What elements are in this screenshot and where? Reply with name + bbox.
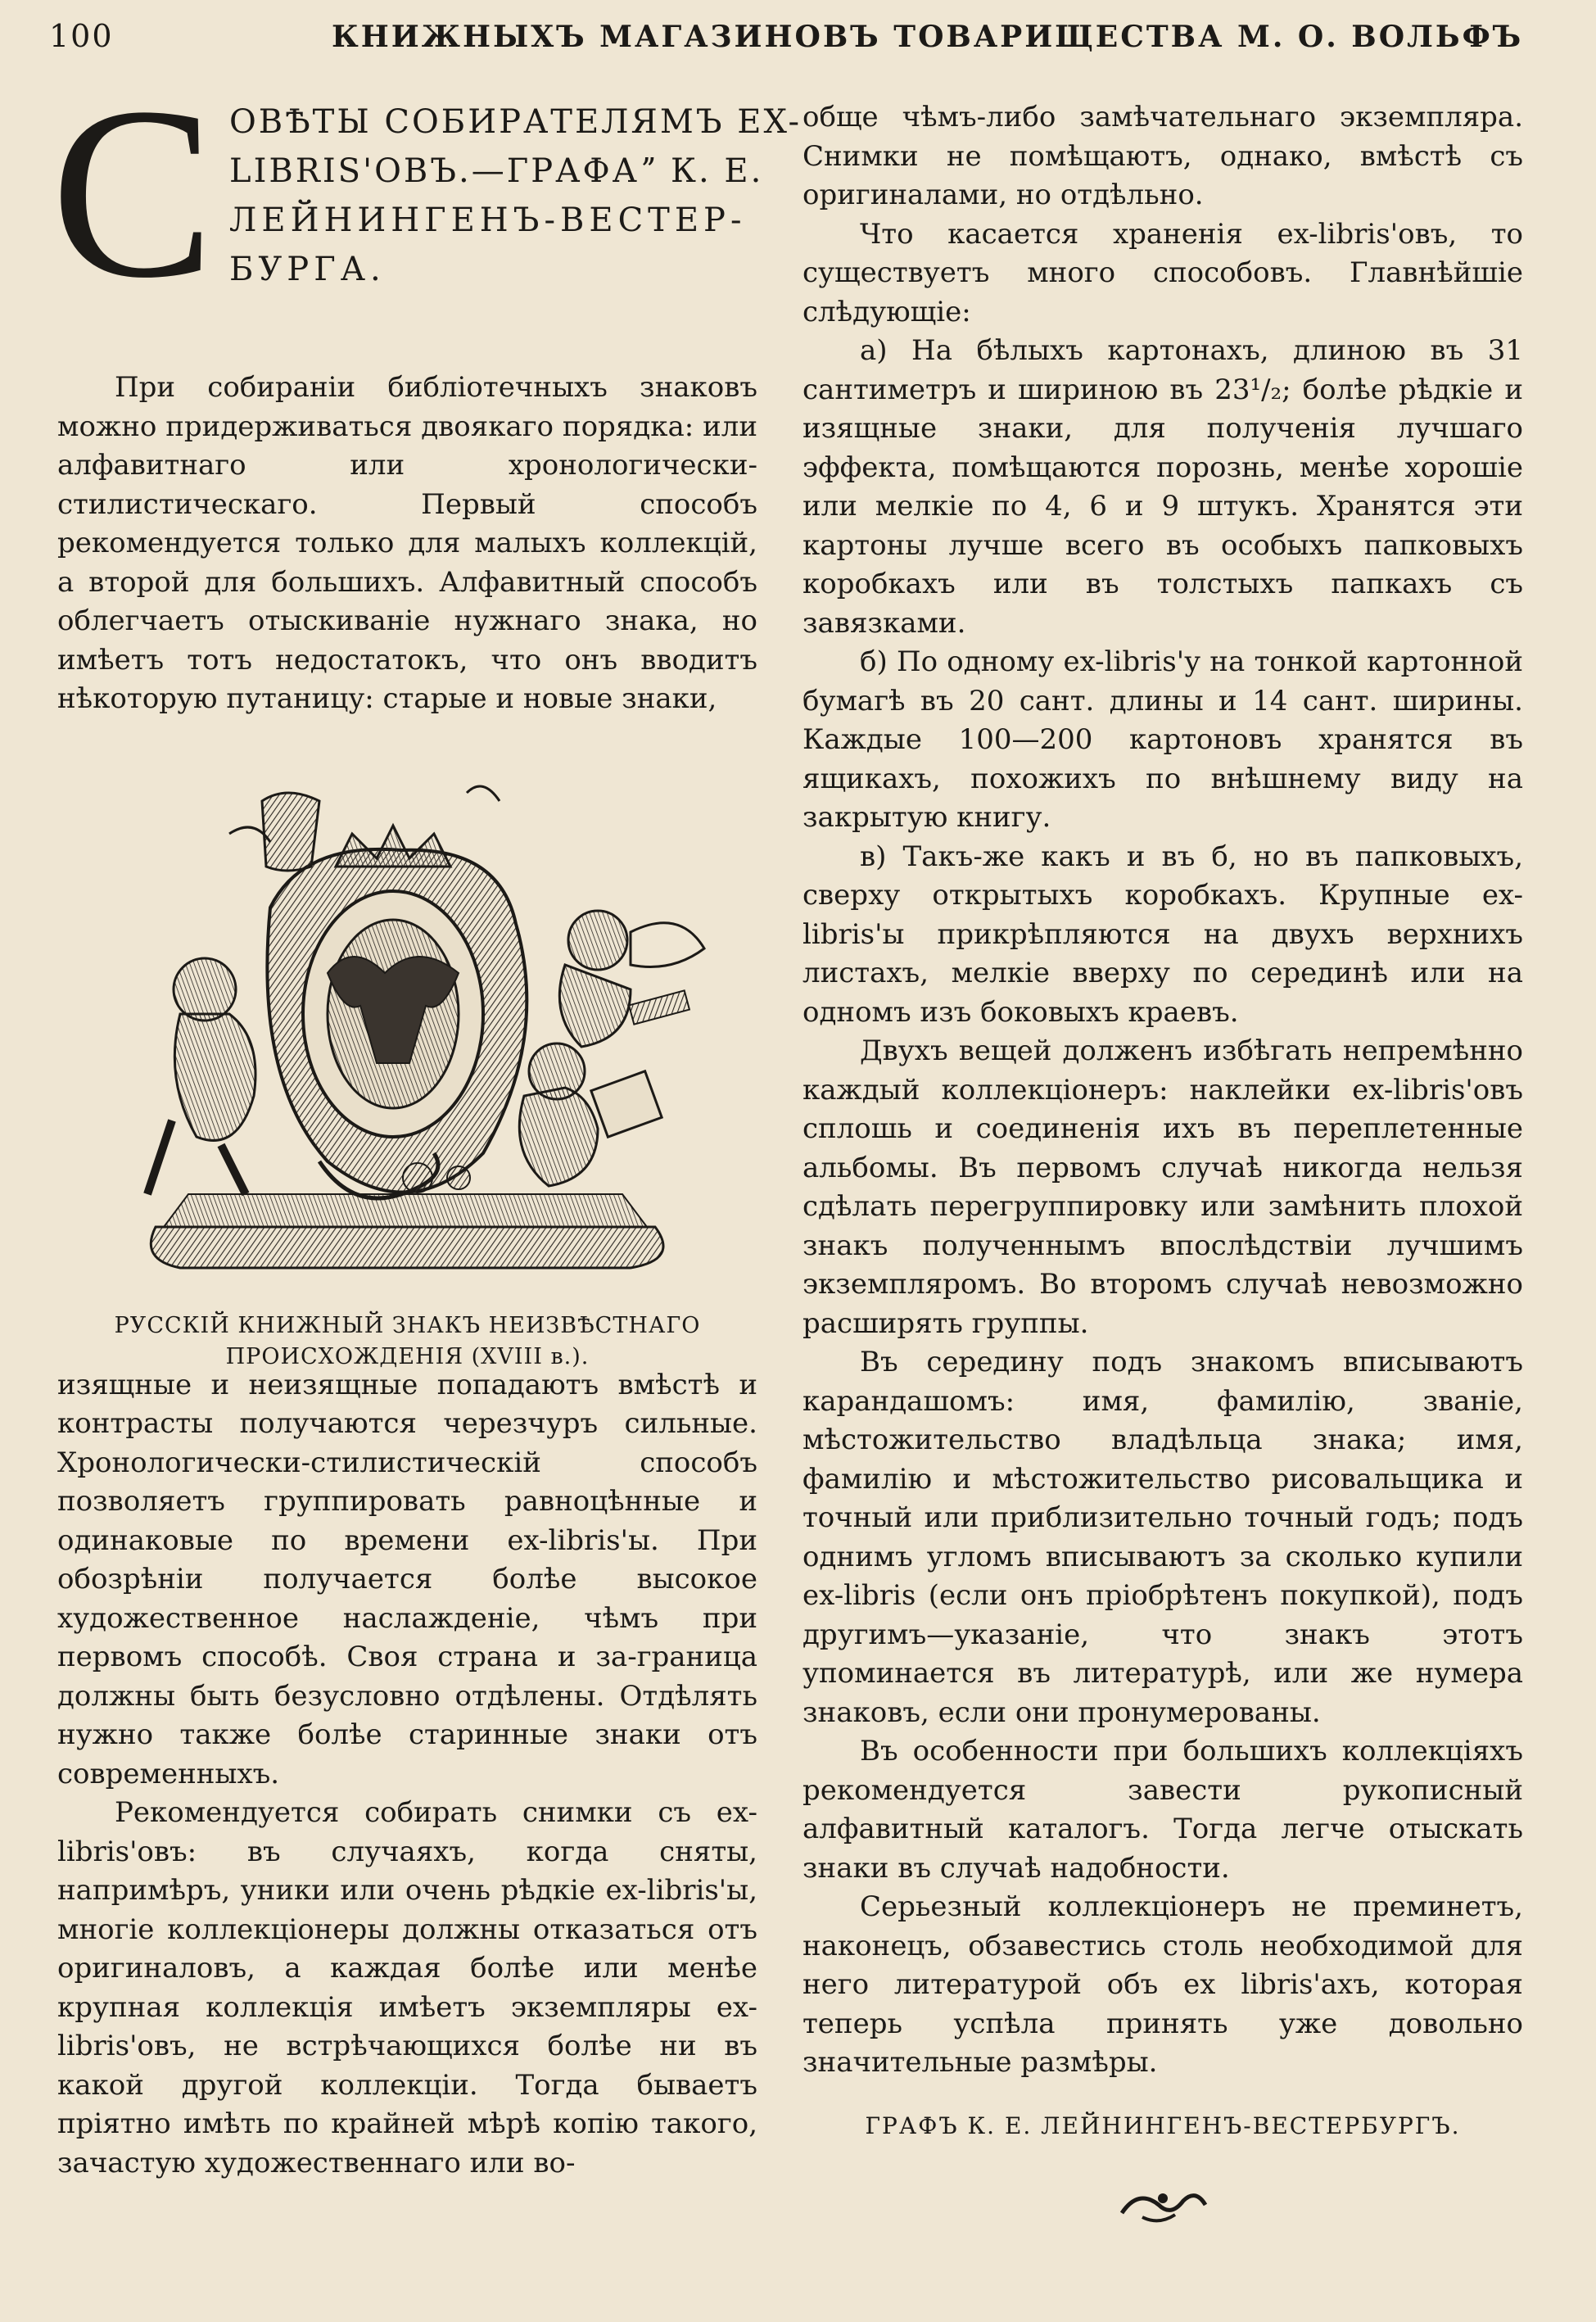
paragraph: Рекомендуется собирать снимки съ ex-libris'овъ: въ случаяхъ, когда сняты, напримѣръ, уники или очень рѣдкiе ex-libris'ы, многiе коллекцiонеры должны отказаться отъ оригиналовъ, а каждая болѣе или менѣе крупная коллекцiя имѣетъ экземпляры ex-libris'овъ, не встрѣчающихся болѣе ни въ какой другой коллекцiи. Тогда бываетъ прiятно имѣть по крайней мѣрѣ копiю такого, зачастую художественнаго или во- xyxy=(57,1796,757,2179)
paragraph: Серьезный коллекцiонеръ не преминетъ, наконецъ, обзавестись столь необходимой для него литературой объ ex libris'ахъ, которая теперь успѣла принять уже довольно значительные размѣры. xyxy=(803,1890,1523,2079)
paragraph: б) По одному ex-libris'у на тонкой картонной бумагѣ въ 20 сант. длины и 14 сант. ширины. Каждые 100—200 картоновъ хранятся въ ящикахъ, похожихъ по внѣшнему виду на закрытую книгу. xyxy=(803,645,1523,834)
bookplate-engraving xyxy=(57,768,757,1292)
right-column xyxy=(803,98,1523,2229)
paragraph: Въ особенности при большихъ коллекцiяхъ рекомендуется завести рукописный алфавитный каталогъ. Тогда легче отыскать знаки въ случаѣ надобности. xyxy=(803,1735,1523,1885)
author-signature: ГРАФЪ К. Е. ЛЕЙНИНГЕНЪ-ВЕСТЕРБУРГЪ. xyxy=(865,2112,1461,2139)
left-column xyxy=(51,57,803,2183)
paragraph: Что касается храненiя ex-libris'овъ, то существуетъ много способовъ. Главнѣйшiе слѣдующiе: xyxy=(803,217,1523,328)
page-header xyxy=(49,18,1556,67)
tailpiece-ornament-icon xyxy=(1114,2180,1212,2229)
paragraph: При собиранiи библiотечныхъ знаковъ можно придерживаться двоякаго порядка: или алфавитнаго или хронологически-стилистическаго. Первый способъ рекомендуется только для малыхъ коллекцiй, а второй для большихъ. Алфавитный способъ облегчаетъ отыскиванiе нужнаго знака, но имѣетъ тотъ недостатокъ, что онъ вводитъ нѣкоторую путаницу: старые и новые знаки, xyxy=(57,371,757,715)
title-line-4: БУРГА. xyxy=(229,251,386,288)
page-number: 100 xyxy=(49,18,114,54)
bookplate-illustration xyxy=(57,768,757,1369)
paragraph: обще чѣмъ-либо замѣчательнаго экземпляра. Снимки не помѣщаютъ, однако, вмѣстѣ съ оригиналами, но отдѣльно. xyxy=(803,101,1523,211)
paragraph: Въ середину подъ знакомъ вписываютъ карандашомъ: имя, фамилiю, званiе, мѣстожительство владѣльца знака; имя, фамилiю и мѣстожительство рисовальщика и точный или приблизительно точный годъ; подъ однимъ угломъ вписываютъ за сколько купили ex-libris (если онъ прiобрѣтенъ покупкой), подъ другимъ—указанiе, что знакъ этотъ упоминается въ литературѣ, или же нумера знаковъ, если они пронумерованы. xyxy=(803,1346,1523,1729)
drop-cap: С xyxy=(51,57,215,328)
paragraph: в) Такъ-же какъ и въ б, но въ папковыхъ, сверху открытыхъ коробкахъ. Крупные ex-libris'ы прикрѣпляются на двухъ верхнихъ листахъ, мелкiе вверху по серединѣ или на одномъ изъ боковыхъ краевъ. xyxy=(803,840,1523,1029)
title-line-1: ОВѢТЫ СОБИРАТЕЛЯМЪ EX- xyxy=(229,103,803,141)
article-title xyxy=(51,57,803,328)
title-line-3: ЛЕЙНИНГЕНЪ-ВЕСТЕР- xyxy=(229,201,747,239)
figure-caption: РУССКIЙ КНИЖНЫЙ ЗНАКЪ НЕИЗВѢСТНАГО ПРОИСХОЖДЕНIЯ (XVIII в.). xyxy=(114,1312,701,1369)
paragraph: а) На бѣлыхъ картонахъ, длиною въ 31 сантиметръ и шириною въ 23¹/₂; болѣе рѣдкiе и изящные знаки, для полученiя лучшаго эффекта, помѣщаются порознь, менѣе хорошiе или мелкiе по 4, 6 и 9 штукъ. Хранятся эти картоны лучше всего въ особыхъ папковыхъ коробкахъ или въ толстыхъ папкахъ съ завязками. xyxy=(803,334,1523,640)
paragraph: изящные и неизящные попадаютъ вмѣстѣ и контрасты получаются черезчуръ сильные. Хронологически-стилистическiй способъ позволяетъ группировать равноцѣнные и одинаковые по времени ex-libris'ы. При обозрѣнiи получается болѣе высокое художественное наслажденiе, чѣмъ при первомъ способѣ. Своя страна и за-граница должны быть безусловно отдѣлены. Отдѣлять нужно также болѣе старинные знаки отъ современныхъ. xyxy=(57,1368,757,1790)
title-line-2: LIBRIS'ОВЪ.—ГРАФАˮ К. Е. xyxy=(229,152,764,190)
running-title: КНИЖНЫХЪ МАГАЗИНОВЪ ТОВАРИЩЕСТВА М. О. ВОЛЬФЪ xyxy=(332,20,1524,54)
paragraph: Двухъ вещей долженъ избѣгать непремѣнно каждый коллекцiонеръ: наклейки ex-libris'овъ сплошь и соединенiя ихъ въ переплетенные альбомы. Въ первомъ случаѣ никогда нельзя сдѣлать перегруппировку или замѣнить плохой знакъ полученнымъ впослѣдствiи лучшимъ экземпляромъ. Во второмъ случаѣ невозможно расширять группы. xyxy=(803,1034,1523,1340)
